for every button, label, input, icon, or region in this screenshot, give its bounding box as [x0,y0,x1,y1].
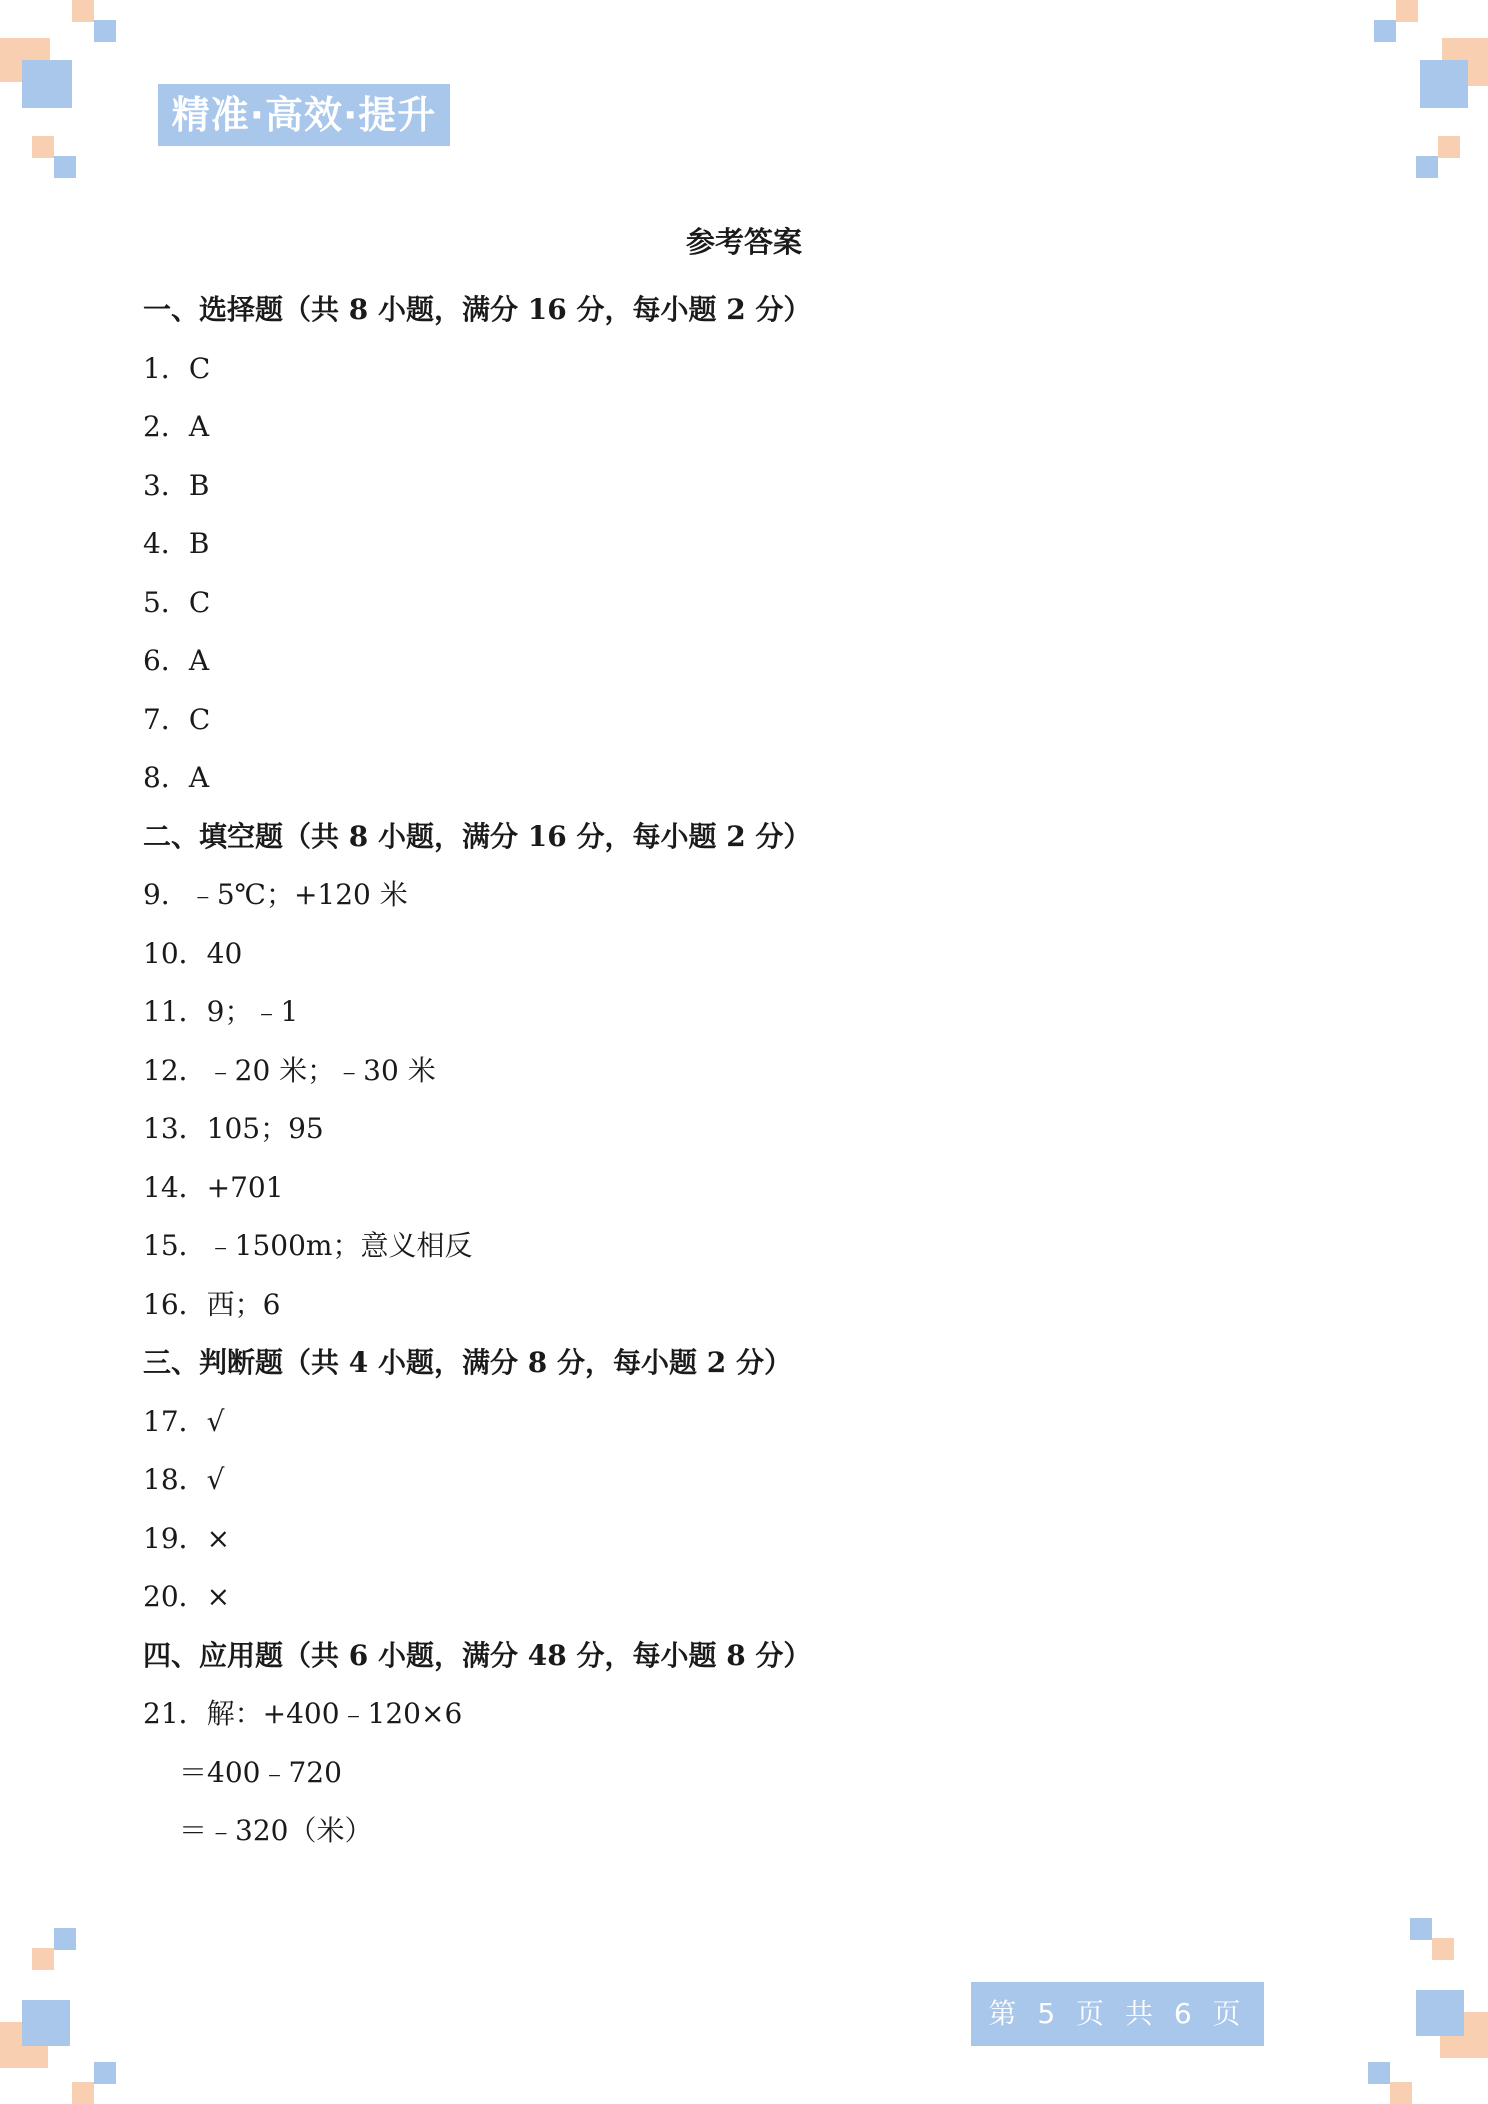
answer-line: 4．B [143,527,210,560]
answer-line: 8．A [143,761,210,794]
answer-line: 12．﹣20 米；﹣30 米 [143,1053,436,1087]
decor-square [1432,1938,1454,1960]
decor-square [1368,2062,1390,2084]
decor-square [72,2082,94,2104]
answer-line: 16．西；6 [143,1287,281,1321]
answer-line: 3．B [143,468,210,502]
answer-line: 13．105；95 [143,1112,324,1145]
answer-line: 10．40 [143,936,243,970]
decor-square [94,20,116,42]
section-heading: 二、填空题（共 8 小题，满分 16 分，每小题 2 分） [143,819,812,853]
answer-line: 14．+701 [143,1170,284,1204]
answer-line: ＝﹣320（米） [179,1814,373,1847]
page-number: 第 5 页 共 6 页 [971,1982,1264,2046]
decor-square [22,60,72,108]
decor-square [1416,1990,1464,2036]
page-title: 参考答案 [685,225,802,259]
decor-square [1420,60,1468,108]
decor-square [1438,136,1460,158]
section-heading: 三、判断题（共 4 小题，满分 8 分，每小题 2 分） [143,1346,792,1379]
answer-line: 2．A [143,410,210,443]
header-banner: 精准·高效·提升 [158,84,450,146]
decor-square [54,156,76,178]
answer-line: 9．﹣5℃；+120 米 [143,878,408,911]
decor-square [1374,20,1396,42]
decor-square [1416,156,1438,178]
answer-line: 19．× [143,1521,231,1555]
decor-square [22,2000,70,2046]
answer-line: 7．C [143,702,211,736]
answer-line: 11．9；﹣1 [143,995,299,1028]
answer-line: 6．A [143,644,210,677]
decor-square [94,2062,116,2084]
decor-square [54,1928,76,1950]
section-heading: 四、应用题（共 6 小题，满分 48 分，每小题 8 分） [143,1638,812,1672]
answer-line: 5．C [143,585,211,619]
decor-square [1410,1918,1432,1940]
answer-line: 18．√ [143,1463,225,1496]
answer-line: 1．C [143,351,211,385]
decor-square [1396,0,1418,22]
section-heading: 一、选择题（共 8 小题，满分 16 分，每小题 2 分） [143,293,812,326]
decor-square [32,136,54,158]
decor-square [1390,2082,1412,2104]
answer-line: 21．解：+400﹣120×6 [143,1697,463,1730]
decor-square [72,0,94,22]
answer-line: 17．√ [143,1404,225,1438]
answer-line: 15．﹣1500m；意义相反 [143,1229,473,1262]
answer-line: ＝400﹣720 [179,1755,342,1789]
answer-line: 20．× [143,1580,231,1613]
answer-list [143,281,1343,1861]
decor-square [32,1948,54,1970]
